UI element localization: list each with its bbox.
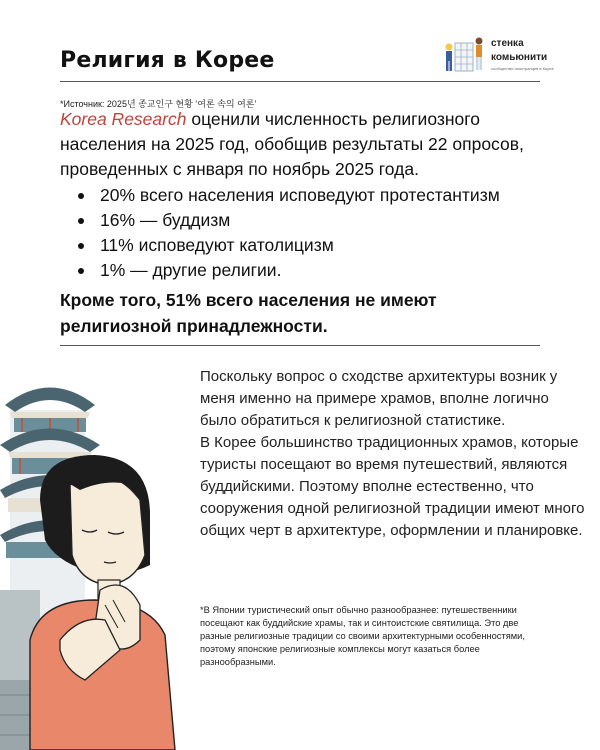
people-building-icon [441, 35, 485, 75]
highlight-note: Кроме того, 51% всего населения не имеют религиозной принадлежности. [60, 290, 437, 336]
list-item: 20% всего населения исповедуют протестантизм [78, 183, 500, 208]
logo-line2: комьюнити [491, 52, 548, 63]
divider-top [60, 81, 540, 82]
stats-list [78, 183, 500, 283]
body-paragraph-1: Поскольку вопрос о сходстве архитектуры возник у меня именно на примере храмов, вполне логично было обратиться к религиозной статистике. [200, 368, 558, 429]
list-item: 1% — другие религии. [78, 258, 500, 283]
page-title: Религия в Корее [60, 48, 275, 73]
source-note: *Источник: 2025년 종교인구 현황 ‘여론 속의 여론’ [60, 99, 257, 109]
divider-middle [60, 345, 540, 346]
list-item: 16% — буддизм [78, 208, 500, 233]
footnote: *В Японии туристический опыт обычно разнообразнее: путешественники посещают как буддийские храмы, так и синтоистские святилища. Это две разные религиозные традиции со своими архитектурными особенностями, поэтому японские религиозные комплексы могут казаться более разнообразными. [200, 605, 525, 667]
logo-line1: стенка [491, 38, 524, 49]
brand-name: Korea Research [60, 109, 187, 129]
logo [441, 33, 561, 78]
intro-text: оценили численность религиозного населения на 2025 год, обобщив результаты 22 опросов, проведенных с января по ноябрь 2025 года. [60, 109, 524, 179]
intro-paragraph [60, 107, 550, 182]
body-paragraph-2: В Корее большинство традиционных храмов, которые туристы посещают во время путешествий, являются буддийскими. Поэтому вполне естественно, что сооружения одной религиозной традиции имеют много общих черт в архитектуре, оформлении и планировке. [200, 434, 585, 539]
praying-woman-pagoda-illustration [0, 350, 200, 750]
logo-tagline: сообщество иностранцев в Корее [491, 66, 554, 71]
list-item: 11% исповедуют католицизм [78, 233, 500, 258]
body-text [200, 366, 585, 542]
